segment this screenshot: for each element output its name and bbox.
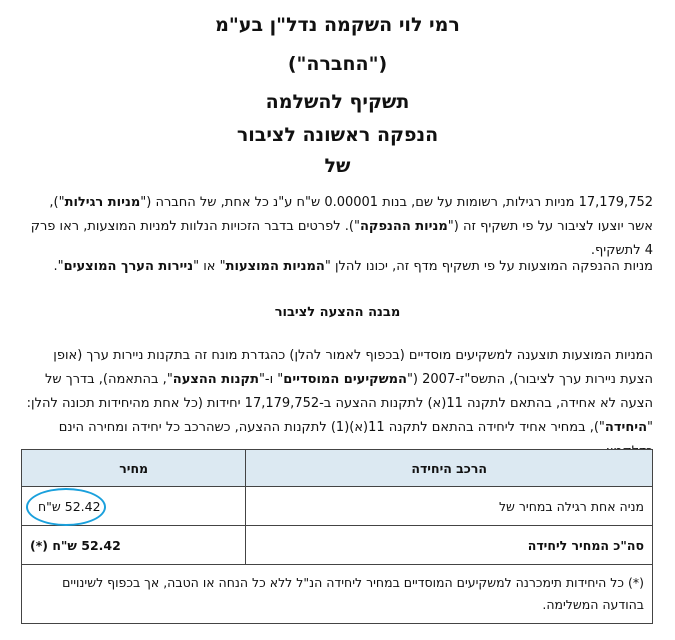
intro-paragraph-2 [21,255,653,279]
header-price: מחיר [22,450,246,487]
offer-structure-paragraph [21,344,653,464]
row2-price-cell [22,526,246,565]
section-text-a: המניות המוצעות תוצענה למשקיעים מוסדיים (בכפוף לאמור להלן) כהגדרת מונח זה בתקנות ניירות ערך (אופן הצעת ניירות ערך לציבור), התשס"ז-2007 (" [53,348,653,387]
table-note: (*) כל היחידות תימכרנה למשקיעים המוסדיים במחיר ליחידה הנ"ל ללא כל הנחה או הטבה, אך בכפוף לשינויים בהודעה המשלימה. [22,565,653,624]
row1-price-cell [22,487,246,526]
table-row [22,487,653,526]
row1-price: 52.42 ש"ח [38,498,101,514]
table-note-row [22,565,653,624]
section-text-c: " ו-" [258,372,284,387]
company-alias: ("החברה") [287,53,388,75]
row1-price-highlight [30,497,109,516]
table-header-row [22,450,653,487]
intro-p1-text-c: "), אשר יוצעו לציבור על פי תשקיף זה (" [49,195,653,234]
offer-type: הנפקה ראשונה לציבור [236,124,439,146]
intro-p2-text-a: מניות ההנפקה המוצעות על פי תשקיף מדף זה, יכונו להלן " [324,259,653,274]
intro-p1-term-ordinary-shares: מניות רגילות [64,195,141,210]
intro-p1-term-offering-shares: מניות ההנפקה [359,219,448,234]
intro-p2-text-e: ". [53,259,64,274]
document-title: תשקיף להשלמה [265,91,410,113]
section-title: מבנה ההצעה לציבור [274,305,401,320]
intro-paragraph-1 [21,191,653,263]
intro-p1-text-a: 17,179,752 מניות רגילות, רשומות על שם, בנות 0.00001 ש"ח ע"נ כל אחת, של החברה (" [140,195,653,210]
unit-composition-table [21,449,653,624]
table-row [22,526,653,565]
header-composition: הרכב היחידה [246,450,653,487]
section-text-e: ", בהתאמה), בדרך של הצעה לא אחידה, בהתאם לתקנה 11(א) לתקנות ההצעה ב-17,179,752 יחידות (כל אחת מהיחידות תכונה להלן: " [26,372,653,435]
intro-p1-text-e: "). לפרטים בדבר הזכויות הנלוות למניות המוצעות, ראו פרק 4 לתשקיף. [30,219,653,258]
row2-price: 52.42 ש"ח (*) [30,537,121,553]
company-name: רמי לוי השקמה נדל"ן בע"מ [215,14,460,36]
section-term-institutional-investors: המשקיעים המוסדיים [283,372,407,387]
section-term-offer-regulations: תקנות ההצעה [172,372,259,387]
row2-label-text: סה"כ המחיר ליחידה [527,537,644,553]
row2-label [246,526,653,565]
section-text-g: "), במחיר אחיד ליחידה בהתאם לתקנה 11(א)(1) לתקנות ההצעה, כשהרכב כל יחידה ומחירה הינם [58,420,605,435]
section-term-unit: היחידה [604,420,648,435]
of-word: של [324,155,351,177]
intro-p2-text-c: " או " [193,259,226,274]
highlight-circle [26,488,106,526]
intro-p2-term-offered-securities: ניירות הערך המוצעים [63,259,194,274]
intro-p2-term-offered-shares: המניות המוצעות [225,259,325,274]
row1-label: מניה אחת רגילה במחיר של [246,487,653,526]
